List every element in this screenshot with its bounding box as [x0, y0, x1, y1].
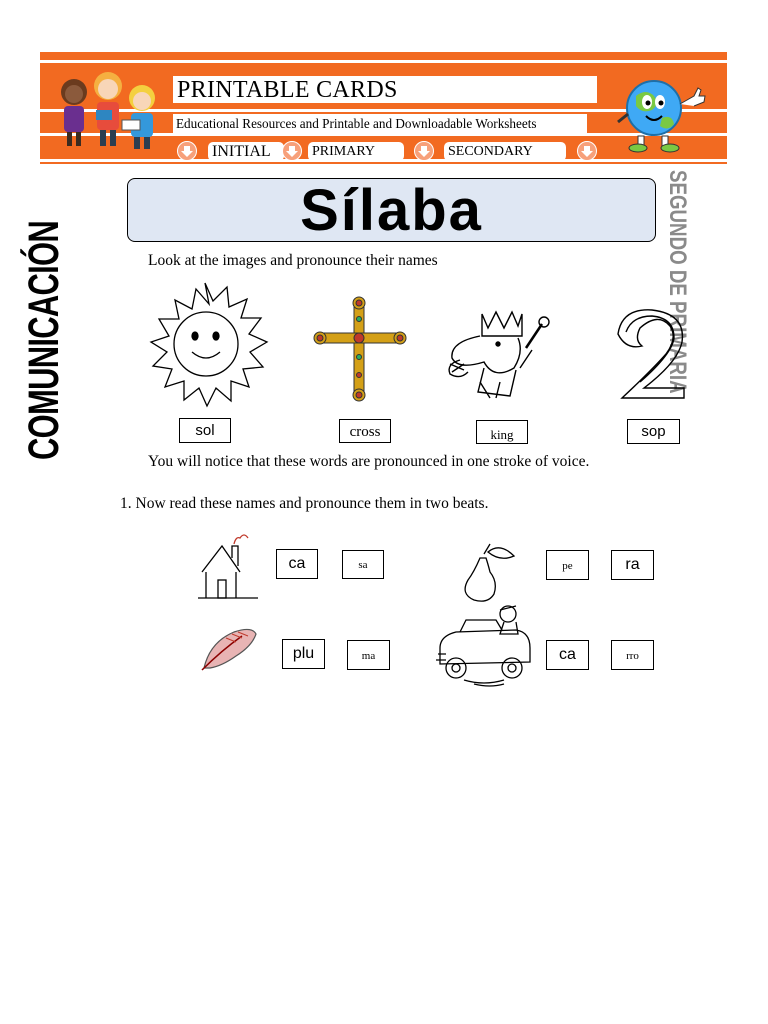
syllable-box: ra	[611, 550, 654, 580]
word-box-sol: sol	[179, 418, 231, 443]
feather-drawing-icon	[198, 622, 260, 674]
word-box-cross: cross	[339, 419, 391, 443]
syllable-box: ca	[276, 549, 318, 579]
arrow-down-icon[interactable]	[282, 141, 302, 161]
king-drawing-icon	[440, 302, 565, 407]
cross-drawing-icon	[310, 295, 410, 403]
instruction-notice: You will notice that these words are pronounced in one stroke of voice.	[148, 453, 590, 470]
nav-secondary[interactable]: SECONDARY	[444, 142, 566, 161]
arrow-down-icon[interactable]	[577, 141, 597, 161]
syllable-box: pe	[546, 550, 589, 580]
arrow-down-icon[interactable]	[414, 141, 434, 161]
word-box-king: king	[476, 420, 528, 444]
sun-drawing-icon	[140, 278, 270, 413]
number-two-drawing-icon	[612, 306, 692, 401]
nav-initial[interactable]: INITIAL	[208, 142, 284, 161]
car-drawing-icon	[434, 600, 534, 688]
syllable-box: rro	[611, 640, 654, 670]
syllable-box: plu	[282, 639, 325, 669]
word-box-sop: sop	[627, 419, 680, 444]
syllable-box: sa	[342, 550, 384, 579]
instruction-read: 1. Now read these names and pronounce them in two beats.	[120, 495, 489, 512]
arrow-down-icon[interactable]	[177, 141, 197, 161]
house-drawing-icon	[198, 528, 260, 603]
syllable-box: ma	[347, 640, 390, 670]
grade-label: SEGUNDO DE PRIMARIA	[664, 170, 691, 394]
globe-mascot-icon	[612, 70, 717, 155]
subject-label: COMUNICACIÓN	[20, 220, 68, 460]
pear-drawing-icon	[458, 540, 520, 602]
site-subtitle: Educational Resources and Printable and Downloadable Worksheets	[176, 116, 537, 131]
syllable-box: ca	[546, 640, 589, 670]
nav-primary[interactable]: PRIMARY	[308, 142, 404, 161]
instruction-look: Look at the images and pronounce their names	[148, 252, 438, 269]
children-reading-icon	[50, 62, 165, 157]
worksheet-title: Sílaba	[300, 178, 483, 243]
site-title: PRINTABLE CARDS	[177, 77, 398, 103]
